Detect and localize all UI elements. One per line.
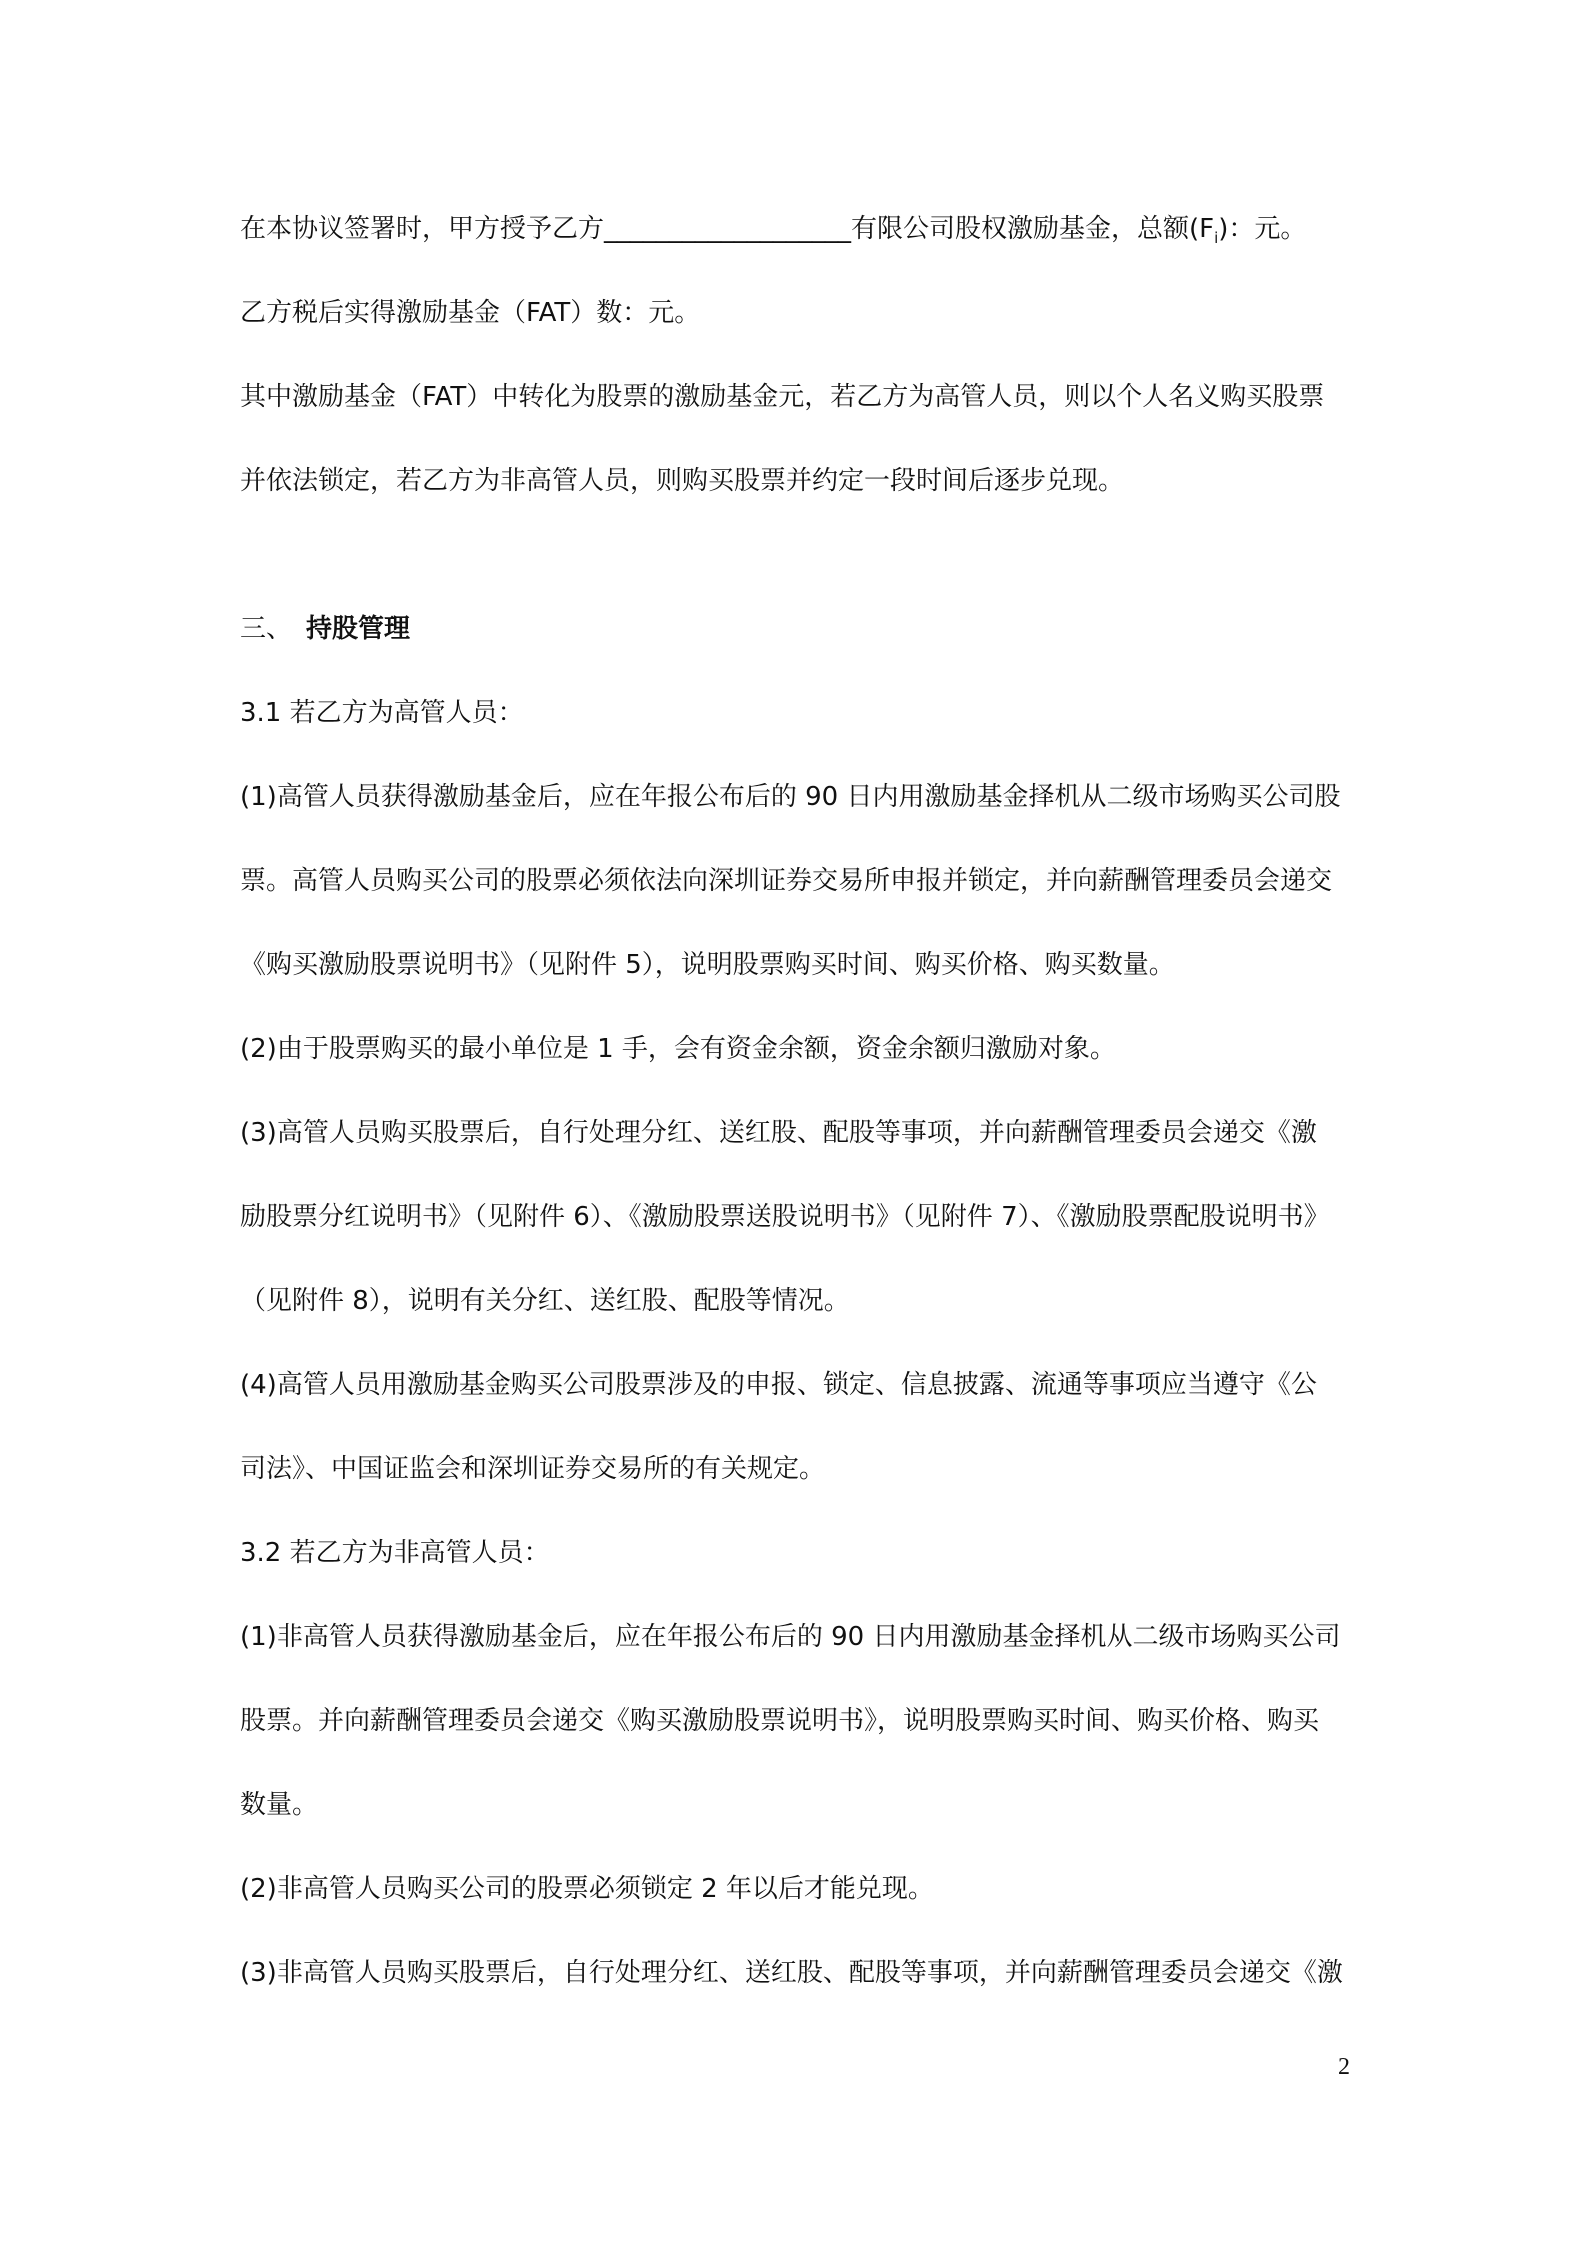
section-number: 三、 (240, 614, 293, 644)
s32-item1-line-1: (1)非高管人员获得激励基金后，应在年报公布后的 90 日内用激励基金择机从二级市场购买公司 (240, 1622, 1341, 1652)
s31-item3-line-2: 励股票分红说明书》（见附件 6）、《激励股票送股说明书》（见附件 7）、《激励股票配股说明书》 (240, 1202, 1330, 1232)
section-title: 持股管理 (306, 614, 411, 644)
s31-item3-line-3: （见附件 8），说明有关分红、送红股、配股等情况。 (240, 1286, 850, 1316)
fund-conversion-line-2: 并依法锁定，若乙方为非高管人员，则购买股票并约定一段时间后逐步兑现。 (240, 466, 1125, 496)
subsection-heading-3-1: 3.1 若乙方为高管人员： (240, 698, 524, 728)
page-number: 2 (1338, 2054, 1350, 2080)
s32-item1-line-3: 数量。 (240, 1790, 319, 1820)
s32-item1-line-2: 股票。并向薪酬管理委员会递交《购买激励股票说明书》，说明股票购买时间、购买价格、购买 (240, 1706, 1320, 1736)
grant-amount-text: 在本协议签署时，甲方授予乙方___________________有限公司股权激励基金，总额(F (240, 214, 1215, 244)
s32-item2-line: (2)非高管人员购买公司的股票必须锁定 2 年以后才能兑现。 (240, 1874, 934, 1904)
s31-item1-line-3: 《购买激励股票说明书》（见附件 5），说明股票购买时间、购买价格、购买数量。 (240, 950, 1175, 980)
s31-item2-line: (2)由于股票购买的最小单位是 1 手，会有资金余额，资金余额归激励对象。 (240, 1034, 1116, 1064)
s31-item1-line-1: (1)高管人员获得激励基金后，应在年报公布后的 90 日内用激励基金择机从二级市场购买公司股 (240, 782, 1341, 812)
s32-item3-line-1: (3)非高管人员购买股票后，自行处理分红、送红股、配股等事项，并向薪酬管理委员会递交《激 (240, 1958, 1343, 1988)
grant-amount-subscript: i (1214, 229, 1219, 248)
grant-amount-line (240, 212, 1306, 255)
s31-item3-line-1: (3)高管人员购买股票后，自行处理分红、送红股、配股等事项，并向薪酬管理委员会递交《激 (240, 1118, 1317, 1148)
s31-item1-line-2: 票。高管人员购买公司的股票必须依法向深圳证券交易所申报并锁定，并向薪酬管理委员会递交 (240, 866, 1333, 896)
after-tax-fund-line: 乙方税后实得激励基金（FAT）数：元。 (240, 298, 701, 328)
grant-amount-suffix: )：元。 (1218, 214, 1307, 244)
fund-conversion-line-1: 其中激励基金（FAT）中转化为股票的激励基金元，若乙方为高管人员，则以个人名义购买股票 (240, 382, 1325, 412)
section-heading (240, 612, 410, 646)
subsection-heading-3-2: 3.2 若乙方为非高管人员： (240, 1538, 550, 1568)
s31-item4-line-2: 司法》、中国证监会和深圳证券交易所的有关规定。 (240, 1454, 826, 1484)
s31-item4-line-1: (4)高管人员用激励基金购买公司股票涉及的申报、锁定、信息披露、流通等事项应当遵守《公 (240, 1370, 1317, 1400)
